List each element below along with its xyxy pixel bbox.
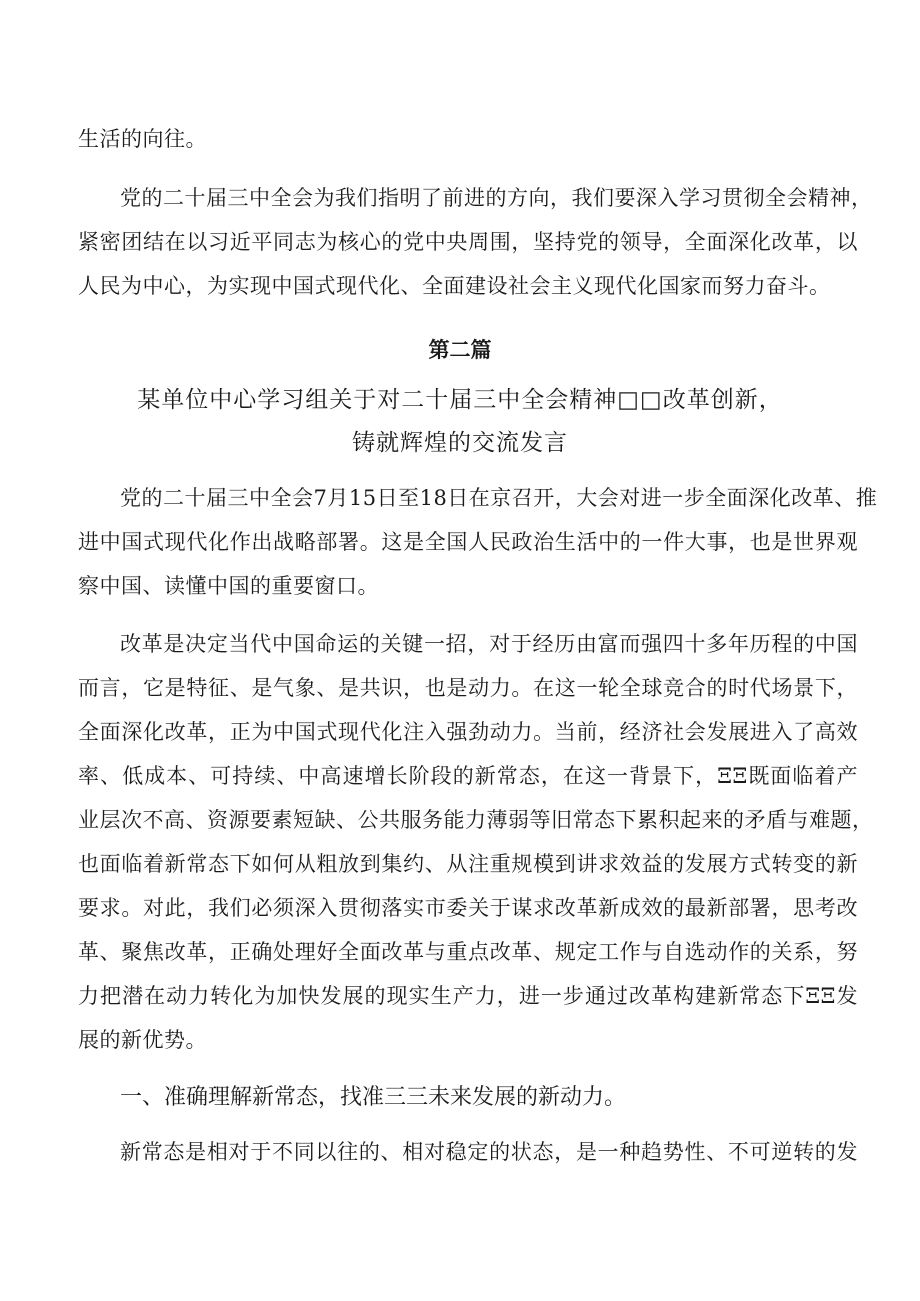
paragraph-3-line-6: 也面临着新常态下如何从粗放到集约、从注重规模到讲求效益的发展方式转变的新 [78,852,858,876]
title-line-2: 铸就辉煌的交流发言 [352,430,568,456]
paragraph-3-line-9: 力把潜在动力转化为加快发展的现实生产力，进一步通过改革构建新常态下ΞΞ发 [78,984,858,1008]
paragraph-4-line-1: 新常态是相对于不同以往的、相对稳定的状态，是一种趋势性、不可逆转的发 [120,1140,858,1164]
paragraph-3-line-3: 全面深化改革，正为中国式现代化注入强劲动力。当前，经济社会发展进入了高效 [78,720,858,744]
section-label: 第二篇 [428,338,492,362]
paragraph-2-line-1: 党的二十届三中全会7月15日至18日在京召开，大会对进一步全面深化改革、推 [120,486,878,510]
paragraph-2-line-2: 进中国式现代化作出战略部署。这是全国人民政治生活中的一件大事，也是世界观 [78,530,858,554]
paragraph-3-line-7: 要求。对此，我们必须深入贯彻落实市委关于谋求改革新成效的最新部署，思考改 [78,896,858,920]
paragraph-3-line-8: 革、聚焦改革，正确处理好全面改革与重点改革、规定工作与自选动作的关系，努 [78,940,858,964]
paragraph-3-line-1: 改革是决定当代中国命运的关键一招，对于经历由富而强四十多年历程的中国 [120,632,858,656]
paragraph-3-line-4: 率、低成本、可持续、中高速增长阶段的新常态，在这一背景下，ΞΞ既面临着产 [78,764,858,788]
paragraph-1-line-1: 党的二十届三中全会为我们指明了前进的方向，我们要深入学习贯彻全会精神， [120,186,873,210]
section-heading-1: 一、准确理解新常态，找准三三未来发展的新动力。 [120,1085,627,1110]
paragraph-3-line-2: 而言，它是特征、是气象、是共识，也是动力。在这一轮全球竞合的时代场景下， [78,676,858,700]
paragraph-1-line-2: 紧密团结在以习近平同志为核心的党中央周围，坚持党的领导，全面深化改革，以 [78,230,858,254]
paragraph-3-line-5: 业层次不高、资源要素短缺、公共服务能力薄弱等旧常态下累积起来的矛盾与难题， [78,808,874,832]
intro-tail-line: 生活的向往。 [78,127,207,151]
paragraph-3-line-10: 展的新优势。 [78,1028,207,1052]
paragraph-2-line-3: 察中国、读懂中国的重要窗口。 [78,574,379,598]
paragraph-1-line-3: 人民为中心，为实现中国式现代化、全面建设社会主义现代化国家而努力奋斗。 [78,274,831,298]
title-line-1: 某单位中心学习组关于对二十届三中全会精神□□改革创新， [137,387,783,413]
